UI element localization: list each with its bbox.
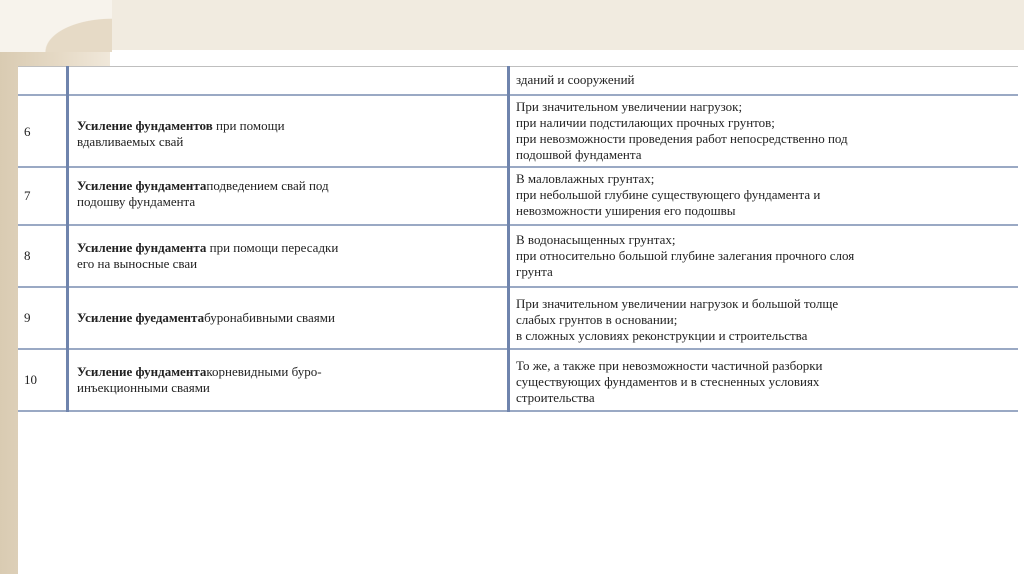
header-cond-cell (509, 67, 1019, 95)
row-number (18, 287, 68, 349)
method-cell (68, 349, 509, 411)
method-line: его на выносные сваи (77, 255, 198, 271)
row-number-text: 6 (24, 123, 31, 139)
method-rest: при помощи (212, 117, 285, 133)
row-number (18, 95, 68, 167)
row-number (18, 349, 68, 411)
condition-line: подошвой фундамента (516, 146, 642, 162)
condition-line: При значительном увеличении нагрузок и большой толще (516, 295, 839, 311)
condition-line: при наличии подстилающих прочных грунтов; (516, 114, 775, 130)
top-decor-band (0, 0, 1024, 50)
row-number-text: 9 (24, 309, 31, 325)
reinforcement-methods-table (18, 66, 1018, 412)
method-bold: Усиление фуедамента (77, 309, 205, 325)
method-line: подошву фундамента (77, 193, 196, 209)
method-bold: Усиление фундаментов (77, 117, 213, 133)
header-method-cell (68, 67, 509, 95)
conditions-cell (509, 287, 1019, 349)
method-cell (68, 167, 509, 225)
condition-line: В маловлажных грунтах; (516, 170, 655, 186)
table-row (18, 167, 1018, 225)
method-bold: Усиление фундамента (77, 363, 207, 379)
condition-line: То же, а также при невозможности частичной разборки (516, 357, 823, 373)
row-number-text: 8 (24, 247, 31, 263)
row-number-text: 10 (24, 371, 37, 387)
method-cell (68, 287, 509, 349)
condition-line: грунта (516, 263, 553, 279)
condition-line: При значительном увеличении нагрузок; (516, 98, 743, 114)
method-line: вдавливаемых свай (77, 133, 184, 149)
method-cell (68, 225, 509, 287)
corner-decor (0, 0, 112, 52)
conditions-cell (509, 225, 1019, 287)
conditions-cell (509, 349, 1019, 411)
method-rest: при помощи пересадки (206, 239, 339, 255)
condition-line: слабых грунтов в основании; (516, 311, 678, 327)
condition-line: невозможности уширения его подошвы (516, 202, 736, 218)
condition-line: при небольшой глубине существующего фундамента и (516, 186, 821, 202)
header-num-cell (18, 67, 68, 95)
slide-content (18, 66, 1024, 574)
condition-line: в сложных условиях реконструкции и строительства (516, 327, 808, 343)
condition-line: при невозможности проведения работ непосредственно под (516, 130, 848, 146)
row-number (18, 225, 68, 287)
row-number (18, 167, 68, 225)
method-bold: Усиление фундамента (77, 177, 207, 193)
table-row (18, 287, 1018, 349)
method-rest: буронабивными сваями (204, 309, 335, 325)
table-row-header (18, 67, 1018, 95)
condition-line: В водонасыщенных грунтах; (516, 231, 676, 247)
method-line (77, 310, 497, 326)
condition-line: при относительно большой глубине залегания прочного слоя (516, 247, 855, 263)
conditions-cell (509, 167, 1019, 225)
method-rest: корневидными буро- (206, 363, 322, 379)
header-cond-text: зданий и сооружений (516, 72, 635, 87)
method-line: инъекционными сваями (77, 379, 210, 395)
condition-line: существующих фундаментов и в стесненных условиях (516, 373, 820, 389)
method-line (77, 240, 497, 256)
table-row (18, 95, 1018, 167)
table-row (18, 225, 1018, 287)
conditions-cell (509, 95, 1019, 167)
method-rest: подведением свай под (206, 177, 329, 193)
method-line (77, 118, 497, 134)
condition-line: строительства (516, 389, 595, 405)
method-line (77, 178, 497, 194)
method-line (77, 364, 497, 380)
method-bold: Усиление фундамента (77, 239, 207, 255)
method-cell (68, 95, 509, 167)
row-number-text: 7 (24, 187, 31, 203)
table-row (18, 349, 1018, 411)
